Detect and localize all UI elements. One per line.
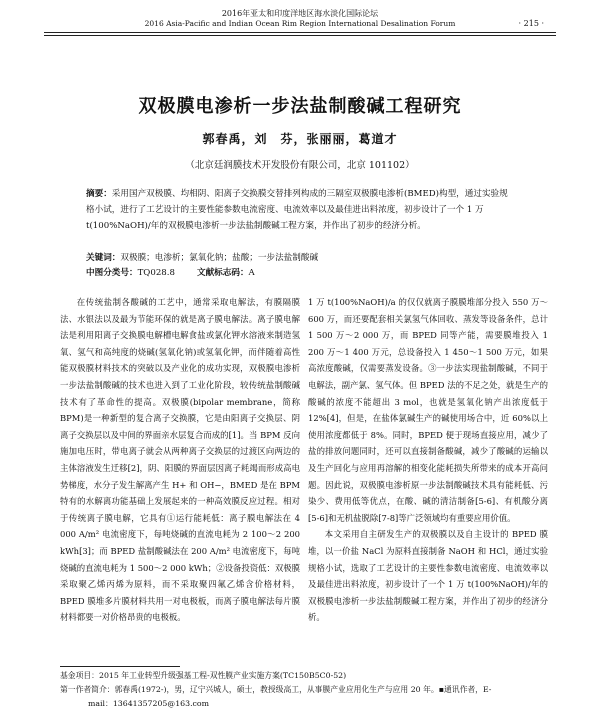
clc-value: TQ028.8 xyxy=(137,268,175,278)
body-paragraph: 1 万 t(100%NaOH)/a 的仅仅就离子膜膜堆部分投入 550 万～600 万，而还要配套相关氯氢气体回收、蒸发等设备条件，总计 1 500 万～2 000 万，而 BPED 同等产能，需要膜堆投入 1 200 万～1 400 万元，总设备投入 1 450～1 500 万元，如果高浓度酸碱，仅需要蒸发设备。③一步法实现盐制酸碱，不同于电解法，副产氯、氢气体。但 BPED 法的不足之处，就是生产的酸碱的浓度不能超出 3 mol，也就是氢氧化钠产出浓度低于 12%[4]，但是，在盐体氯碱生产的碱使用场合中，近 60%以上使用浓度都低于 8%。同时，BPED 便于现场直接应用，减少了盐的排放问题同时，还可以直接制备酸碱，减少了酸碱的运输以及生产回化与应用再溶解的相变化能耗损失所带来的成本开高问题。因此说，双极膜电渗析原一步法制酸碱技术具有能耗低、污染少、费用低等优点，在酸、碱的清洁制备[5-6]、有机酸分离[5-6]和无机盐脱除[7-8]等广泛领域均有重要应用价值。 xyxy=(308,297,548,523)
footnotes xyxy=(60,669,550,711)
footnote-funding: 基金项目：2015 年工业转型升级强基工程-双性膜产业实施方案(TC150B5C0-52) xyxy=(60,671,347,680)
conference-title-cn: 2016年亚太和印度洋地区海水淡化国际论坛 xyxy=(221,9,379,18)
keywords-label: 关键词： xyxy=(86,253,121,263)
keywords xyxy=(86,251,516,263)
doc-code-label: 文献标志码： xyxy=(196,268,249,278)
page-number: · 215 · xyxy=(518,19,544,28)
abstract xyxy=(86,186,516,234)
header-rule-thick xyxy=(44,32,556,33)
affiliation: （北京廷润膜技术开发股份有限公司，北京 101102） xyxy=(185,160,415,171)
abstract-label: 摘要： xyxy=(86,189,112,199)
body-column-right xyxy=(308,294,548,626)
doc-code-value: A xyxy=(248,268,255,278)
conference-title-en: 2016 Asia-Pacific and Indian Ocean Rim Region International Desalination Forum xyxy=(144,19,456,28)
clc-label: 中图分类号： xyxy=(86,268,138,278)
body-paragraph: 在传统盐制各酸碱的工艺中，通常采取电解法，有膜隔膜法、水银法以及最为节能环保的就是离子膜电解法。离子膜电解法是利用阳离子交换膜电解槽电解食盐或氯化钾水溶液来制造氢氧、氢气和高纯度的烧碱(氢氧化钠)或氢氧化钾，而伴随着高性能双极膜材料技术的突破以及产业化的成功实现，双极膜电渗析一步法盐制酸碱的技术也进入到了工业化阶段，较传统盐制酸碱技术有了革命性的提高。双极膜(bipolar membrane，简称 BPM)是一种新型的复合离子交换膜，它是由阳离子交换层、阴离子交换层以及中间的界面亲水层复合而成的[1]。当 BPM 反向施加电压时，带电离子就会从两种离子交换层的过渡区向两边的主体溶液发生迁移[2]，阴、阳膜的界面层因离子耗竭而形成高电势梯度，水分子发生解离产生 H+ 和 OH−，BMED 是在 BPM 特有的水解离功能基础上发展起来的一种高效膜反应过程。相对于传统离子膜电解，它具有①运行能耗低：离子膜电解法在 4 000 A/m² 电流密度下，每吨烧碱的直流电耗为 2 100～2 200 kWh[3]；而 BPED 盐制酸碱法在 200 A/m² 电流密度下，每吨烧碱的直流电耗为 1 500～2 000 kWh；②设备投资低：双极膜采取聚乙烯丙烯为原料，而不采取聚四氟乙烯含价格材料，BPED 膜堆多片膜材料共用一对电极板，而离子膜电解法每片膜材料都要一对价格昂贵的电极板。 xyxy=(60,297,300,623)
classification-line xyxy=(86,266,516,278)
footnote-email: mail：13641357205@163.com xyxy=(88,699,210,708)
header-rule-thin xyxy=(44,35,556,36)
footnote-author: 第一作者简介：郭春禹(1972-)，男，辽宁兴城人，硕士，教授级高工，从事膜产业应用化生产与应用 20 年。▪通讯作者，E- xyxy=(60,685,492,694)
abstract-text: 采用国产双极膜、均相阴、阳离子交换膜交替排列构成的三隔室双极膜电渗析(BMED)构型，通过实验规格小试，进行了工艺设计的主要性能参数电流密度、电流效率以及最佳进出料浓度，初步设计了一个 1 万 t(100%NaOH)/年的双极膜电渗析一步法盐制酸碱工程方案，并作出了初步的经济分析。 xyxy=(86,189,508,231)
keywords-text: 双极膜；电渗析；氯氧化钠；盐酸；一步法盐制酸碱 xyxy=(120,253,319,263)
paper-title: 双极膜电渗析一步法盐制酸碱工程研究 xyxy=(138,96,462,117)
body-column-left xyxy=(60,294,300,626)
author-list: 郭春禹，刘 芬，张丽丽，葛道才 xyxy=(202,132,398,146)
footnote-rule xyxy=(60,666,180,667)
running-header xyxy=(0,8,600,54)
body-paragraph: 本文采用自主研发生产的双极膜以及自主设计的 BPED 膜堆，以一价盐 NaCl 为原料直接制备 NaOH 和 HCl，通过实验规格小试，选取了工艺设计的主要性参数电流密度、电流效率以及最佳进出料浓度，初步设计了一个 1 万 t(100%NaOH)/年的双极膜电渗析一步法盐制酸碱工程方案，并作出了初步的经济分析。 xyxy=(308,529,548,623)
